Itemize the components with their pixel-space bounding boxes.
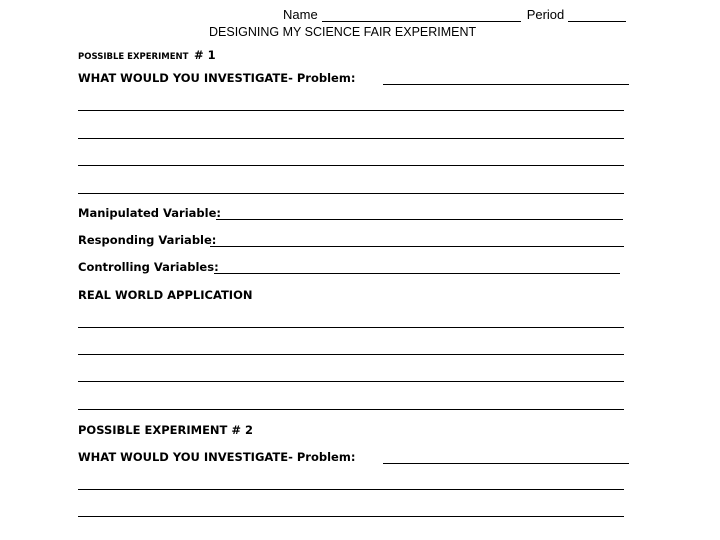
experiment-1-writing-line[interactable] (78, 193, 624, 194)
period-blank[interactable] (568, 8, 626, 22)
experiment-2-heading: POSSIBLE EXPERIMENT # 2 (78, 423, 254, 437)
experiment-1-writing-line[interactable] (78, 165, 624, 166)
experiment-2-problem-field[interactable] (383, 463, 629, 464)
experiment-2-writing-line[interactable] (78, 489, 624, 490)
real-world-writing-line[interactable] (78, 409, 624, 410)
manipulated-variable-field[interactable] (216, 219, 623, 220)
responding-variable-field[interactable] (210, 246, 624, 247)
experiment-2-writing-line[interactable] (78, 516, 624, 517)
name-label: Name (283, 7, 318, 22)
controlling-variables-label: Controlling Variables: (78, 260, 219, 274)
page-title: DESIGNING MY SCIENCE FAIR EXPERIMENT (209, 25, 477, 39)
experiment-1-heading-number: # 1 (194, 48, 216, 62)
experiment-2-investigate-label: WHAT WOULD YOU INVESTIGATE- Problem: (78, 450, 356, 464)
controlling-variables-field[interactable] (214, 273, 620, 274)
experiment-1-writing-line[interactable] (78, 110, 624, 111)
name-period-row (283, 7, 632, 22)
real-world-application-label: REAL WORLD APPLICATION (78, 288, 253, 302)
experiment-1-problem-field[interactable] (383, 84, 629, 85)
period-label: Period (526, 7, 565, 22)
real-world-writing-line[interactable] (78, 327, 624, 328)
experiment-1-heading (78, 44, 216, 63)
manipulated-variable-label: Manipulated Variable: (78, 206, 221, 220)
name-blank[interactable] (322, 8, 521, 22)
experiment-1-writing-line[interactable] (78, 138, 624, 139)
experiment-1-heading-text: POSSIBLE EXPERIMENT (78, 52, 189, 62)
real-world-writing-line[interactable] (78, 381, 624, 382)
responding-variable-label: Responding Variable: (78, 233, 217, 247)
experiment-1-investigate-label: WHAT WOULD YOU INVESTIGATE- Problem: (78, 71, 356, 85)
real-world-writing-line[interactable] (78, 354, 624, 355)
